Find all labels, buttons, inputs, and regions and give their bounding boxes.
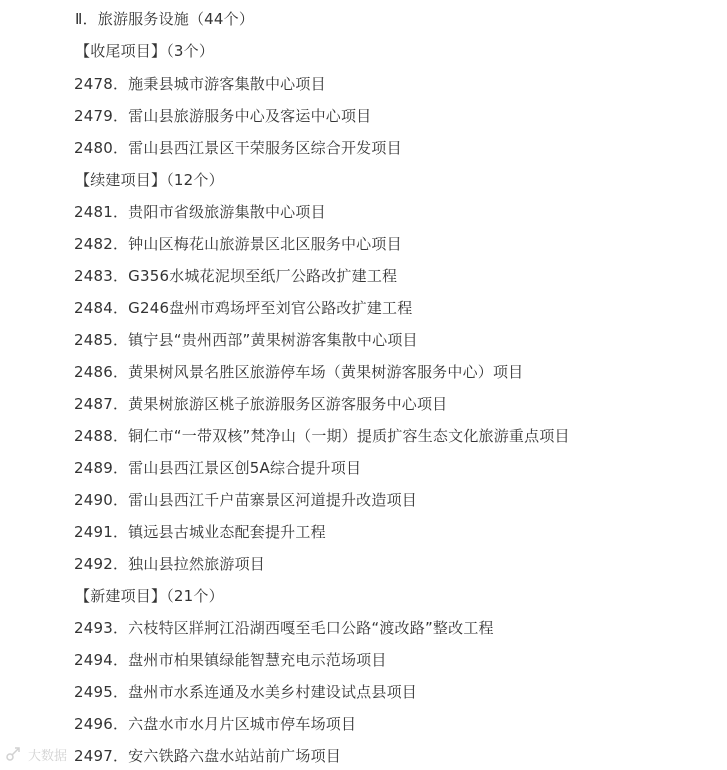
list-item: 2491．镇远县古城业态配套提升工程 bbox=[74, 523, 326, 541]
list-item: 2486．黄果树风景名胜区旅游停车场（黄果树游客服务中心）项目 bbox=[74, 363, 524, 381]
list-item: 2494．盘州市柏果镇绿能智慧充电示范场项目 bbox=[74, 651, 387, 669]
list-item: 2478．施秉县城市游客集散中心项目 bbox=[74, 75, 326, 93]
list-item: 2493．六枝特区牂牁江沿湖西嘎至毛口公路“渡改路”整改工程 bbox=[74, 619, 494, 637]
list-item: 2482．钟山区梅花山旅游景区北区服务中心项目 bbox=[74, 235, 402, 253]
list-item: 2480．雷山县西江景区干荣服务区综合开发项目 bbox=[74, 139, 402, 157]
list-item: 2481．贵阳市省级旅游集散中心项目 bbox=[74, 203, 326, 221]
list-item: 2496．六盘水市水月片区城市停车场项目 bbox=[74, 715, 357, 733]
list-item: 2495．盘州市水系连通及水美乡村建设试点县项目 bbox=[74, 683, 417, 701]
list-item: 2488．铜仁市“一带双核”梵净山（一期）提质扩容生态文化旅游重点项目 bbox=[74, 427, 570, 445]
list-item: 2497．安六铁路六盘水站站前广场项目 bbox=[74, 747, 341, 765]
list-item: 2479．雷山县旅游服务中心及客运中心项目 bbox=[74, 107, 372, 125]
section-heading: Ⅱ．旅游服务设施（44个） bbox=[75, 10, 255, 28]
watermark bbox=[4, 742, 67, 766]
list-item: 2487．黄果树旅游区桃子旅游服务区游客服务中心项目 bbox=[74, 395, 448, 413]
watermark-text: 大数据 bbox=[28, 748, 68, 764]
watermark-logo-icon bbox=[4, 744, 24, 764]
list-item: 2492．独山县拉然旅游项目 bbox=[74, 555, 265, 573]
group-heading-continuing: 【续建项目】（12个） bbox=[75, 171, 224, 189]
list-item: 2485．镇宁县“贵州西部”黄果树游客集散中心项目 bbox=[74, 331, 418, 349]
list-item: 2490．雷山县西江千户苗寨景区河道提升改造项目 bbox=[74, 491, 417, 509]
group-heading-closing: 【收尾项目】（3个） bbox=[75, 42, 215, 60]
list-item: 2489．雷山县西江景区创5A综合提升项目 bbox=[74, 459, 362, 477]
group-heading-new: 【新建项目】（21个） bbox=[75, 587, 224, 605]
list-item: 2484．G246盘州市鸡场坪至刘官公路改扩建工程 bbox=[74, 299, 413, 317]
list-item: 2483．G356水城花泥坝至纸厂公路改扩建工程 bbox=[74, 267, 398, 285]
